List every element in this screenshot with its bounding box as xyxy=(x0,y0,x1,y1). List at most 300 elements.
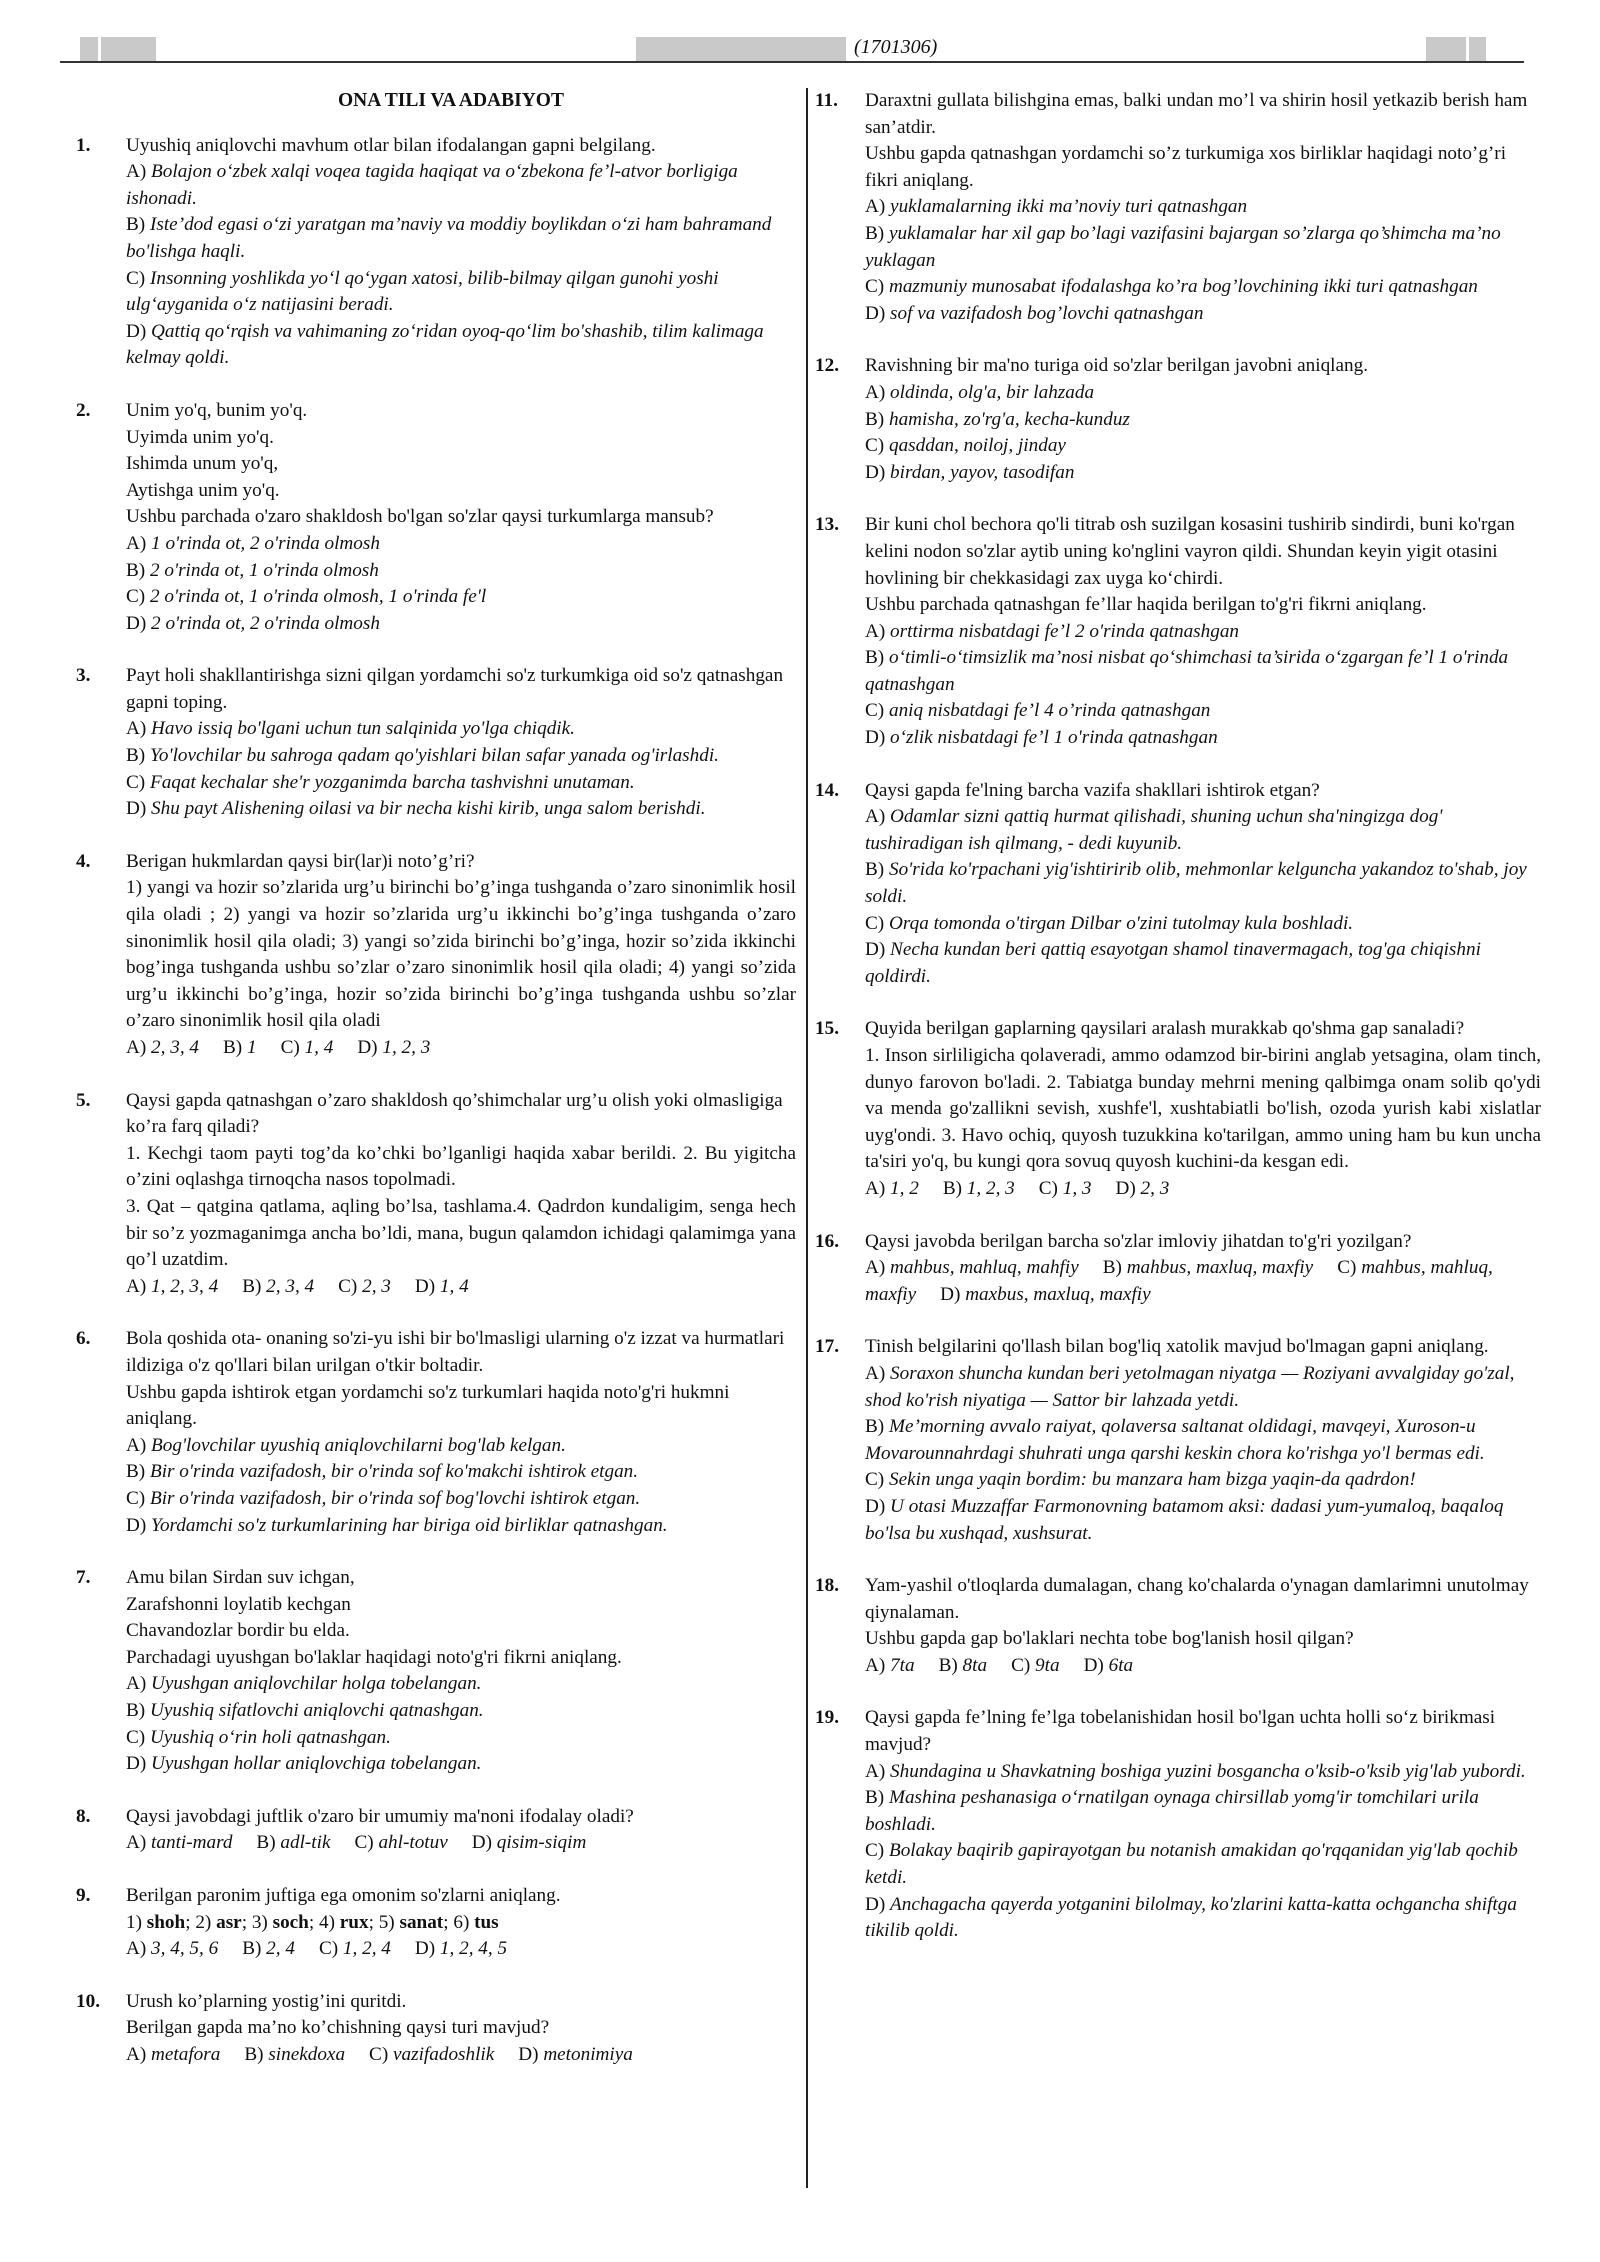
question-text: Bola qoshida ota- onaning so'zi-yu ishi bir bo'lmasligi ularning o'z izzat va hurmatlari ildiziga o'z qo'llari bilan urilgan o'tkir boltadir. xyxy=(126,1328,785,1376)
option-label: C) xyxy=(126,1726,146,1748)
answer-option[interactable] xyxy=(865,274,1541,301)
question-number: 5. xyxy=(76,1089,91,1111)
option-text: Mashina peshanasiga o‘rnatilgan oynaga chirsillab yomg'ir tomchilari urila boshladi. xyxy=(865,1787,1479,1835)
option-text: 2 o'rinda ot, 2 o'rinda olmosh xyxy=(151,612,380,634)
option-text: 2, 3, 4 xyxy=(151,1037,200,1058)
option-label: D) xyxy=(414,1938,436,1960)
option-text: aniq nisbatdagi fe’l 4 o’rinda qatnashgan xyxy=(888,700,1211,722)
question-number: 19. xyxy=(815,1707,839,1729)
word-number: 1) xyxy=(126,1911,142,1933)
answer-option[interactable] xyxy=(126,1938,218,1959)
answer-option[interactable] xyxy=(338,1276,391,1297)
option-text: o‘timli-o‘timsizlik ma’nosi nisbat qo‘shimchasi ta’sirida o‘zgargan fe’l 1 o'rinda qatnashgan xyxy=(865,647,1509,695)
option-label: B) xyxy=(256,1832,276,1854)
answer-option[interactable] xyxy=(126,770,796,797)
option-label: D) xyxy=(126,320,147,342)
option-label: A) xyxy=(865,381,886,403)
question-text: Qaysi gapda fe’lning fe’lga tobelanishidan hosil bo'lgan uchta holli so‘z birikmasi mavjud? xyxy=(865,1707,1496,1756)
option-text: metonimiya xyxy=(543,2044,633,2065)
option-label: B) xyxy=(865,859,885,881)
question-4 xyxy=(76,849,796,1062)
question-body: 3. Qat – qatgina qatlama, aqling bo’lsa, tashlama.4. Qadrdon kundaligim, senga hech bir so’z yozmaganimga ancha bo’ldi, mana, bugun qalamdon ichidagi qalamimga yana qo’l uzatdim. xyxy=(126,1195,796,1271)
answer-option[interactable] xyxy=(126,266,796,319)
word-list: 1) shoh; 2) asr; 3) soch; 4) rux; 5) sanat; 6) tus xyxy=(126,1911,499,1933)
option-label: C) xyxy=(354,1832,374,1854)
word-number: 5) xyxy=(378,1911,395,1933)
question-body: 1. Inson sirliligicha qolaveradi, ammo odamzod bir-birini anglab yetsagina, olam tinch, dunyo farovon bo'ladi. 2. Tabiatga bunday mehrni mening qalbimga onam solib qo'ydi va menda go'zallikni sevish, xushfe'l, xushtabiatli bo'lish, ozoda yurish kabi xislatlar uyg'ondi. 3. Havo ochiq, quyosh tuzukkina ko'tarilgan, ammo uning ham bu kun uncha ta'siri yo'q, bu kungi qora sovuq quyosh kuchini-da kesgan edi. xyxy=(865,1045,1541,1173)
answer-options-row xyxy=(126,1035,796,1062)
option-text: So'rida ko'rpachani yig'ishtiririb olib, mehmonlar kelguncha yakandoz to'shab, joy soldi. xyxy=(865,859,1527,908)
answer-option[interactable] xyxy=(865,1361,1541,1414)
option-text: ahl-totuv xyxy=(378,1832,448,1854)
answer-option[interactable] xyxy=(1039,1178,1092,1199)
question-text: Qaysi javobdagi juftlik o'zaro bir umumiy ma'noni ifodalay oladi? xyxy=(126,1805,634,1827)
option-text: mahbus, mahluq, mahfiy xyxy=(890,1257,1079,1279)
question-text: Bir kuni chol bechora qo'li titrab osh suzilgan kosasini tushirib sindirdi, buni ko'rgan kelini nodon so'zlar aytib uning ko'nglini vayron qildi. Shundan keyin yigit otasini hovlining bir chekkasidagi zax uyga ko‘chirdi. xyxy=(865,514,1515,589)
option-label: C) xyxy=(1337,1257,1357,1279)
answer-option[interactable] xyxy=(415,1938,507,1959)
question-text: Ushbu gapda qatnashgan yordamchi so’z turkumiga xos birliklar haqidagi noto’g’ri fikri aniqlang. xyxy=(865,143,1507,191)
option-label: B) xyxy=(242,1275,262,1297)
answer-option[interactable] xyxy=(126,558,796,585)
question-text: Berilgan paronim juftiga ega omonim so'zlarni aniqlang. xyxy=(126,1885,561,1907)
answer-option[interactable] xyxy=(357,1037,430,1058)
answer-option[interactable] xyxy=(865,194,1541,221)
answer-option[interactable] xyxy=(865,804,1541,857)
option-label: A) xyxy=(126,718,147,740)
option-text: mazmuniy munosabat ifodalashga ko’ra bog’lovchining ikki turi qatnashgan xyxy=(888,276,1478,298)
option-label: A) xyxy=(126,2044,147,2065)
option-label: A) xyxy=(126,1673,147,1695)
option-text: Soraxon shuncha kundan beri yetolmagan niyatga — Roziyani avvalgiday go'zal, shod ko'rish niyatiga — Sattor bir lahzada yetdi. xyxy=(865,1362,1515,1411)
question-text: Chavandozlar bordir bu elda. xyxy=(126,1620,350,1642)
question-6 xyxy=(76,1326,796,1539)
option-label: D) xyxy=(865,1495,886,1517)
option-text: 1, 4 xyxy=(439,1275,469,1297)
option-label: D) xyxy=(1083,1654,1104,1676)
answer-option[interactable] xyxy=(281,1037,334,1058)
question-text: Aytishga unim yo'q. xyxy=(126,479,280,501)
option-text: 2, 3, 4 xyxy=(266,1275,315,1297)
answer-option[interactable] xyxy=(126,1671,796,1698)
question-body: 1. Kechgi taom payti tog’da ko’chki bo’lganligi haqida xabar berildi. 2. Bu yigitcha o’zini oqlashga tirnoqcha nasos topolmadi. xyxy=(126,1142,796,1191)
option-text: 1, 2, 3 xyxy=(966,1177,1015,1199)
option-label: D) xyxy=(865,939,886,961)
word-number: 3) xyxy=(251,1911,268,1933)
answer-option[interactable] xyxy=(865,1494,1541,1547)
answer-options-row xyxy=(126,1274,796,1301)
option-label: D) xyxy=(865,727,886,749)
answer-options-row xyxy=(865,1176,1541,1203)
option-label: B) xyxy=(865,647,885,669)
question-9 xyxy=(76,1883,796,1963)
answer-option[interactable] xyxy=(126,1276,218,1297)
option-text: hamisha, zo'rg'a, kecha-kunduz xyxy=(888,408,1130,430)
answer-option[interactable] xyxy=(865,1655,915,1676)
question-text: Ravishning bir ma'no turiga oid so'zlar berilgan javobni aniqlang. xyxy=(865,355,1369,377)
option-text: 1, 2 xyxy=(890,1177,919,1199)
option-label: B) xyxy=(942,1177,962,1199)
question-text: Berilgan gapda ma’no ko’chishning qaysi turi mavjud? xyxy=(126,2017,550,2039)
question-text: Qaysi javobda berilgan barcha so'zlar imloviy jihatdan to'g'ri yozilgan? xyxy=(865,1230,1412,1252)
answer-option[interactable] xyxy=(865,725,1541,752)
option-text: 1, 2, 3 xyxy=(382,1037,431,1058)
option-text: 2, 4 xyxy=(266,1938,295,1960)
answer-option[interactable] xyxy=(244,2044,345,2065)
answer-option[interactable] xyxy=(865,221,1541,274)
option-label: A) xyxy=(126,161,147,183)
option-text: 1 xyxy=(246,1037,257,1058)
header-rule xyxy=(60,61,1524,63)
option-label: C) xyxy=(865,435,885,457)
option-label: D) xyxy=(471,1832,492,1854)
question-19 xyxy=(815,1705,1541,1944)
option-text: Anchagacha qayerda yotganini bilolmay, ko'zlarini katta-katta ochgancha shiftga tikilib qoldi. xyxy=(865,1893,1517,1942)
option-label: B) xyxy=(865,1416,885,1438)
option-text: mahbus, mahluq, maxfiy xyxy=(865,1257,1493,1305)
question-text: Daraxtni gullata bilishgina emas, balki undan mo’l va shirin hosil yetkazib berish ham san’atdir. xyxy=(865,90,1528,138)
answer-option[interactable] xyxy=(126,1725,796,1752)
option-label: C) xyxy=(865,912,885,934)
option-label: C) xyxy=(126,1487,146,1509)
answer-option[interactable] xyxy=(415,1276,469,1297)
option-label: C) xyxy=(1011,1654,1031,1676)
option-text: 1, 3 xyxy=(1062,1177,1092,1199)
header-gray-block-center xyxy=(636,37,846,61)
option-text: Shu payt Alishening oilasi va bir necha kishi kirib, unga salom berishdi. xyxy=(151,798,706,820)
question-number: 12. xyxy=(815,355,839,377)
question-text: Yam-yashil o'tloqlarda dumalagan, chang ko'chalarda o'ynagan damlarimni unutolmay qiynalaman. xyxy=(865,1575,1529,1623)
question-text: Parchadagi uyushgan bo'laklar haqidagi noto'g'ri fikrni aniqlang. xyxy=(126,1646,622,1668)
answer-option[interactable] xyxy=(472,1832,587,1853)
answer-option[interactable] xyxy=(126,584,796,611)
answer-option[interactable] xyxy=(126,2044,220,2065)
option-label: D) xyxy=(126,612,147,634)
option-text: 1, 2, 4, 5 xyxy=(439,1938,508,1960)
option-text: 1 o'rinda ot, 2 o'rinda olmosh xyxy=(151,532,380,554)
answer-option[interactable] xyxy=(256,1832,330,1853)
option-text: o‘zlik nisbatdagi fe’l 1 o'rinda qatnashgan xyxy=(890,727,1218,749)
word-number: 2) xyxy=(195,1911,212,1933)
option-label: A) xyxy=(865,196,886,218)
answer-option[interactable] xyxy=(940,1284,1151,1305)
option-text: Uyushgan hollar aniqlovchiga tobelangan. xyxy=(151,1753,482,1775)
answer-option[interactable] xyxy=(223,1037,257,1058)
option-text: Orqa tomonda o'tirgan Dilbar o'zini tutolmay kula boshladi. xyxy=(888,912,1354,934)
option-label: B) xyxy=(865,408,885,430)
question-7 xyxy=(76,1565,796,1778)
question-text: Payt holi shakllantirishga sizni qilgan yordamchi so'z turkumkiga oid so'z qatnashgan gapni toping. xyxy=(126,665,784,713)
option-text: orttirma nisbatdagi fe’l 2 o'rinda qatnashgan xyxy=(890,620,1240,642)
question-text: Amu bilan Sirdan suv ichgan, xyxy=(126,1567,355,1589)
option-label: B) xyxy=(1102,1257,1122,1279)
option-label: A) xyxy=(126,1037,147,1058)
option-label: B) xyxy=(126,214,146,236)
option-label: C) xyxy=(865,1469,885,1491)
option-text: yuklamalarning ikki ma’noviy turi qatnashgan xyxy=(890,196,1248,218)
question-13 xyxy=(815,512,1541,751)
word-item: tus xyxy=(474,1911,499,1933)
option-text: 2 o'rinda ot, 1 o'rinda olmosh, 1 o'rinda fe'l xyxy=(149,586,487,608)
answer-option[interactable] xyxy=(865,1414,1541,1467)
answer-option[interactable] xyxy=(126,319,796,372)
option-label: B) xyxy=(242,1938,262,1960)
question-text: Berigan hukmlardan qaysi bir(lar)i noto’g’ri? xyxy=(126,850,475,872)
option-text: qasddan, noiloj, jinday xyxy=(888,435,1066,457)
answer-option[interactable] xyxy=(126,212,796,265)
option-text: Qattiq qo‘rqish va vahimaning zo‘ridan oyoq-qo‘lim bo'shashib, tilim kalimaga kelmay qoldi. xyxy=(126,320,764,369)
option-label: C) xyxy=(865,1840,885,1862)
left-column xyxy=(76,88,796,2095)
option-text: 9ta xyxy=(1035,1654,1060,1676)
answer-option[interactable] xyxy=(865,1178,919,1199)
option-text: metafora xyxy=(151,2044,221,2065)
option-label: A) xyxy=(865,1654,886,1676)
question-number: 8. xyxy=(76,1805,91,1827)
answer-option[interactable] xyxy=(126,1751,796,1778)
answer-option[interactable] xyxy=(126,796,796,823)
option-text: Faqat kechalar she'r yozganimda barcha tashvishni unutaman. xyxy=(149,771,635,793)
answer-option[interactable] xyxy=(126,1459,796,1486)
option-text: 2, 3 xyxy=(362,1275,391,1297)
answer-option[interactable] xyxy=(319,1938,391,1959)
option-text: Uyushiq sifatlovchi aniqlovchi qatnashgan. xyxy=(149,1700,484,1722)
option-text: yuklamalar har xil gap bo’lagi vazifasini bajargan so’zlarga qo’shimcha ma’no yuklagan xyxy=(865,222,1501,271)
answer-option[interactable] xyxy=(865,911,1541,938)
question-text: Ushbu gapda gap bo'laklari nechta tobe bog'lanish hosil qilgan? xyxy=(865,1628,1354,1650)
answer-option[interactable] xyxy=(126,1513,796,1540)
option-text: sinekdoxa xyxy=(268,2044,346,2065)
option-text: Shundagina u Shavkatning boshiga yuzini bosgancha o'ksib-o'ksib yig'lab yubordi. xyxy=(890,1760,1526,1782)
question-text: Uyimda unim yo'q. xyxy=(126,426,274,448)
option-text: Insonning yoshlikda yo‘l qo‘ygan xatosi, bilib-bilmay qilgan gunohi yoshi ulg‘ayganida o‘z natijasini beradi. xyxy=(126,267,719,316)
question-10 xyxy=(76,1989,796,2069)
option-text: Yordamchi so'z turkumlarining har biriga oid birliklar qatnashgan. xyxy=(151,1514,668,1536)
answer-option[interactable] xyxy=(126,611,796,638)
option-text: Havo issiq bo'lgani uchun tun salqinida yo'lga chiqdik. xyxy=(151,718,575,740)
question-1 xyxy=(76,133,796,372)
answer-option[interactable] xyxy=(939,1655,988,1676)
answer-option[interactable] xyxy=(126,159,796,212)
question-number: 14. xyxy=(815,779,839,801)
question-3 xyxy=(76,663,796,823)
option-label: D) xyxy=(865,461,886,483)
question-number: 10. xyxy=(76,1990,100,2012)
option-label: C) xyxy=(865,276,885,298)
question-text: Uyushiq aniqlovchi mavhum otlar bilan ifodalangan gapni belgilang. xyxy=(126,134,656,156)
option-text: 1, 2, 3, 4 xyxy=(151,1275,219,1297)
option-label: C) xyxy=(369,2044,389,2065)
option-text: 2, 3 xyxy=(1140,1177,1170,1199)
option-label: C) xyxy=(126,771,146,793)
answer-option[interactable] xyxy=(865,301,1541,328)
option-label: D) xyxy=(414,1275,436,1297)
option-label: C) xyxy=(865,700,885,722)
option-text: mahbus, maxluq, maxfiy xyxy=(1126,1257,1314,1279)
option-text: adl-tik xyxy=(280,1832,331,1854)
answer-option[interactable] xyxy=(126,531,796,558)
option-label: D) xyxy=(1115,1177,1136,1199)
question-number: 17. xyxy=(815,1336,839,1358)
answer-option[interactable] xyxy=(865,1892,1541,1945)
option-text: Bolajon o‘zbek xalqi voqea tagida haqiqat va o‘zbekona fe’l-atvor borligiga ishonadi. xyxy=(126,161,738,209)
option-text: 8ta xyxy=(962,1654,988,1676)
option-text: Yo'lovchilar bu sahroga qadam qo'yishlari bilan safar yanada og'irlashdi. xyxy=(149,745,719,767)
answer-option[interactable] xyxy=(126,716,796,743)
question-number: 13. xyxy=(815,514,839,536)
word-item: sanat xyxy=(399,1911,444,1933)
question-12 xyxy=(815,353,1541,486)
answer-options-row xyxy=(126,2042,796,2069)
answer-option[interactable] xyxy=(865,1838,1541,1891)
answer-option[interactable] xyxy=(126,1433,796,1460)
question-text: Qaysi gapda fe'lning barcha vazifa shakllari ishtirok etgan? xyxy=(865,779,1320,801)
question-text: Quyida berilgan gaplarning qaysilari aralash murakkab qo'shma gap sanaladi? xyxy=(865,1018,1465,1040)
option-label: D) xyxy=(865,302,886,324)
option-label: A) xyxy=(865,1177,886,1199)
answer-option[interactable] xyxy=(1103,1257,1314,1278)
word-item: soch xyxy=(272,1911,309,1933)
answer-option[interactable] xyxy=(369,2044,494,2065)
header-gray-block-right xyxy=(1426,37,1486,61)
option-text: qisim-siqim xyxy=(496,1832,587,1854)
answer-option[interactable] xyxy=(242,1938,295,1959)
question-number: 16. xyxy=(815,1230,839,1252)
option-text: U otasi Muzzaffar Farmonovning batamom aksi: dadasi yum-yumaloq, baqaloq bo'lsa bu xushqad, xushsurat. xyxy=(865,1495,1504,1544)
answer-option[interactable] xyxy=(943,1178,1015,1199)
option-text: 6ta xyxy=(1108,1654,1134,1676)
answer-option[interactable] xyxy=(865,645,1541,698)
option-label: A) xyxy=(126,1938,147,1960)
question-number: 1. xyxy=(76,134,91,156)
option-label: B) xyxy=(126,745,146,767)
option-label: C) xyxy=(1038,1177,1058,1199)
option-text: Necha kundan beri qattiq esayotgan shamol tinavermagach, tog'ga chiqishni qoldirdi. xyxy=(865,939,1481,987)
option-label: B) xyxy=(126,1700,146,1722)
word-item: asr xyxy=(216,1911,242,1933)
answer-option[interactable] xyxy=(126,1486,796,1513)
option-label: C) xyxy=(126,267,146,289)
option-label: B) xyxy=(865,222,885,244)
answer-option[interactable] xyxy=(126,1698,796,1725)
option-label: A) xyxy=(865,1760,886,1782)
question-text: Urush ko’plarning yostig’ini quritdi. xyxy=(126,1990,407,2012)
word-item: shoh xyxy=(146,1911,186,1933)
option-text: Bir o'rinda vazifadosh, bir o'rinda sof ko'makchi ishtirok etgan. xyxy=(149,1461,639,1483)
option-text: birdan, yayov, tasodifan xyxy=(890,461,1075,483)
answer-option[interactable] xyxy=(865,1257,1079,1278)
word-number: 4) xyxy=(319,1911,335,1933)
answer-option[interactable] xyxy=(865,433,1541,460)
question-number: 18. xyxy=(815,1575,839,1597)
option-label: A) xyxy=(126,1434,147,1456)
answer-option[interactable] xyxy=(1084,1655,1134,1676)
question-15 xyxy=(815,1016,1541,1202)
option-label: C) xyxy=(318,1938,339,1960)
option-text: Iste’dod egasi o‘zi yaratgan ma’naviy va moddiy boylikdan o‘zi ham bahramand bo'lishga haqli. xyxy=(126,214,772,262)
word-item: rux xyxy=(339,1911,369,1933)
option-text: oldinda, olg'a, bir lahzada xyxy=(890,381,1095,403)
option-label: A) xyxy=(126,532,147,554)
option-text: tanti-mard xyxy=(151,1832,233,1854)
answer-option[interactable] xyxy=(126,1037,199,1058)
option-text: 3, 4, 5, 6 xyxy=(151,1938,219,1960)
answer-option[interactable] xyxy=(1011,1655,1060,1676)
option-text: sof va vazifadosh bog’lovchi qatnashgan xyxy=(890,302,1204,324)
option-label: C) xyxy=(338,1275,358,1297)
option-label: D) xyxy=(865,1893,886,1915)
answer-option[interactable] xyxy=(242,1276,314,1297)
option-label: B) xyxy=(126,559,146,581)
test-code: (1701306) xyxy=(854,36,938,58)
question-number: 11. xyxy=(815,90,838,111)
question-14 xyxy=(815,778,1541,991)
answer-option[interactable] xyxy=(865,1785,1541,1838)
option-label: A) xyxy=(865,1362,886,1384)
column-divider xyxy=(806,88,808,2188)
question-text: Ishimda unum yo'q, xyxy=(126,453,279,475)
option-text: maxbus, maxluq, maxfiy xyxy=(965,1283,1151,1305)
question-number: 3. xyxy=(76,665,91,687)
option-label: A) xyxy=(126,1832,147,1854)
option-text: Bog'lovchilar uyushiq aniqlovchilarni bog'lab kelgan. xyxy=(151,1434,566,1456)
answer-option[interactable] xyxy=(865,460,1541,487)
option-label: C) xyxy=(126,586,146,608)
answer-option[interactable] xyxy=(518,2044,633,2065)
answer-option[interactable] xyxy=(354,1832,447,1853)
option-text: Bir o'rinda vazifadosh, bir o'rinda sof bog'lovchi ishtirok etgan. xyxy=(149,1487,641,1509)
question-number: 2. xyxy=(76,399,91,421)
option-label: D) xyxy=(126,1514,147,1536)
question-2 xyxy=(76,398,796,637)
option-label: A) xyxy=(865,1257,886,1279)
option-label: B) xyxy=(223,1037,243,1058)
question-number: 9. xyxy=(76,1885,91,1907)
option-label: B) xyxy=(938,1654,958,1676)
question-text: Ushbu gapda ishtirok etgan yordamchi so'z turkumlari haqida noto'g'ri hukmni aniqlang. xyxy=(126,1381,730,1430)
answer-option[interactable] xyxy=(126,743,796,770)
answer-option[interactable] xyxy=(865,1467,1541,1494)
answer-option[interactable] xyxy=(865,619,1541,646)
question-number: 4. xyxy=(76,850,91,872)
option-label: D) xyxy=(518,2044,539,2065)
question-18 xyxy=(815,1573,1541,1679)
option-text: 1, 4 xyxy=(304,1037,334,1058)
answer-options-row xyxy=(126,1936,796,1963)
option-label: A) xyxy=(126,1275,147,1297)
answer-option[interactable] xyxy=(865,857,1541,910)
answer-option[interactable] xyxy=(126,1832,232,1853)
answer-option[interactable] xyxy=(865,937,1541,990)
option-text: Me’morning avvalo raiyat, qolaversa saltanat oldidagi, mavqeyi, Xuroson-u Movarounnahrdagi shuhrati unga qarshi keskin chora ko'rishga yo'l bermas edi. xyxy=(865,1416,1485,1464)
question-text: Unim yo'q, bunim yo'q. xyxy=(126,399,308,421)
answer-options-row xyxy=(126,1830,796,1857)
option-label: A) xyxy=(865,620,886,642)
answer-option[interactable] xyxy=(1116,1178,1170,1199)
answer-option[interactable] xyxy=(865,407,1541,434)
option-label: C) xyxy=(280,1037,300,1058)
option-text: Odamlar sizni qattiq hurmat qilishadi, shuning uchun sha'ningizga dog' tushiradigan ish qilmang, - dedi kuyunib. xyxy=(865,806,1443,854)
answer-option[interactable] xyxy=(865,698,1541,725)
question-text: Ushbu parchada o'zaro shakldosh bo'lgan so'zlar qaysi turkumlarga mansub? xyxy=(126,506,714,528)
answer-option[interactable] xyxy=(865,1759,1541,1786)
option-label: D) xyxy=(126,1753,147,1775)
answer-option[interactable] xyxy=(865,380,1541,407)
question-text: Qaysi gapda qatnashgan o’zaro shakldosh qo’shimchalar urg’u olish yoki olmasligiga ko’ra farq qiladi? xyxy=(126,1089,783,1138)
right-column xyxy=(815,88,1541,1971)
page-title: ONA TILI VA ADABIYOT xyxy=(338,90,564,111)
option-text: Bolakay baqirib gapirayotgan bu notanish amakidan qo'rqqanidan yig'lab qochib ketdi. xyxy=(865,1840,1518,1889)
